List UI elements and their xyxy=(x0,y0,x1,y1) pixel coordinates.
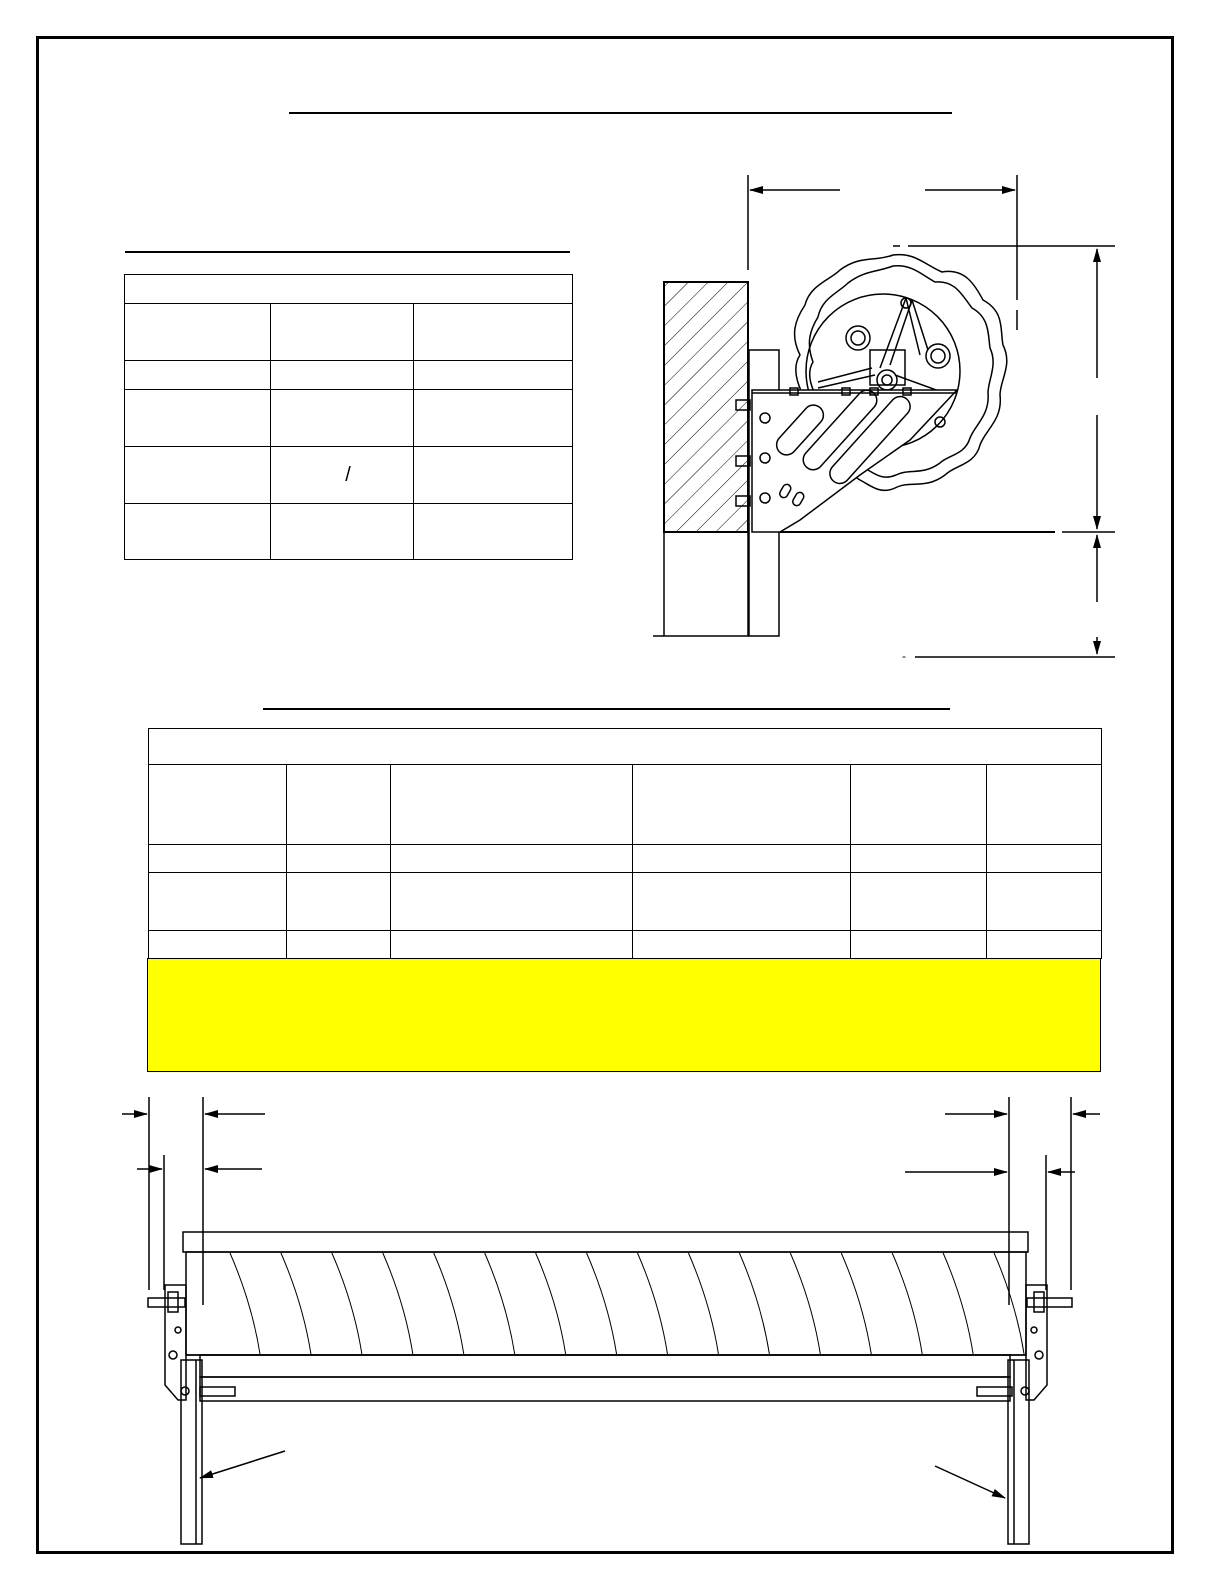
roller-stripe xyxy=(943,1253,973,1354)
roller-stripe xyxy=(892,1253,922,1354)
roller-body xyxy=(186,1252,1026,1355)
roller-stripe xyxy=(281,1253,311,1354)
roller-stripe xyxy=(332,1253,362,1354)
lower-bar xyxy=(200,1355,1010,1377)
roller-stripe xyxy=(230,1253,260,1354)
right-bracket xyxy=(977,1285,1072,1544)
left-bracket xyxy=(148,1285,235,1544)
wall-lower xyxy=(664,532,748,636)
fraction-slash: / xyxy=(345,463,351,486)
left-leader xyxy=(200,1451,285,1478)
roller-stripe xyxy=(485,1253,515,1354)
side-view-label: - xyxy=(902,649,906,663)
top-plate xyxy=(183,1232,1028,1252)
roller-stripe xyxy=(434,1253,464,1354)
front-view xyxy=(122,1097,1100,1544)
right-leader xyxy=(935,1466,1005,1498)
side-view xyxy=(653,175,1115,663)
roller-stripe xyxy=(638,1253,668,1354)
roller-stripe xyxy=(688,1253,718,1354)
front-view-dimensions xyxy=(122,1097,1100,1305)
roller-stripe xyxy=(587,1253,617,1354)
roller-stripe xyxy=(536,1253,566,1354)
roller-stripe xyxy=(790,1253,820,1354)
base-bar xyxy=(200,1377,1010,1401)
width-dimension xyxy=(748,175,1017,330)
mounting-bracket xyxy=(736,386,957,532)
roller-stripe xyxy=(383,1253,413,1354)
roller-stripe xyxy=(841,1253,871,1354)
roller-stripe xyxy=(739,1253,769,1354)
